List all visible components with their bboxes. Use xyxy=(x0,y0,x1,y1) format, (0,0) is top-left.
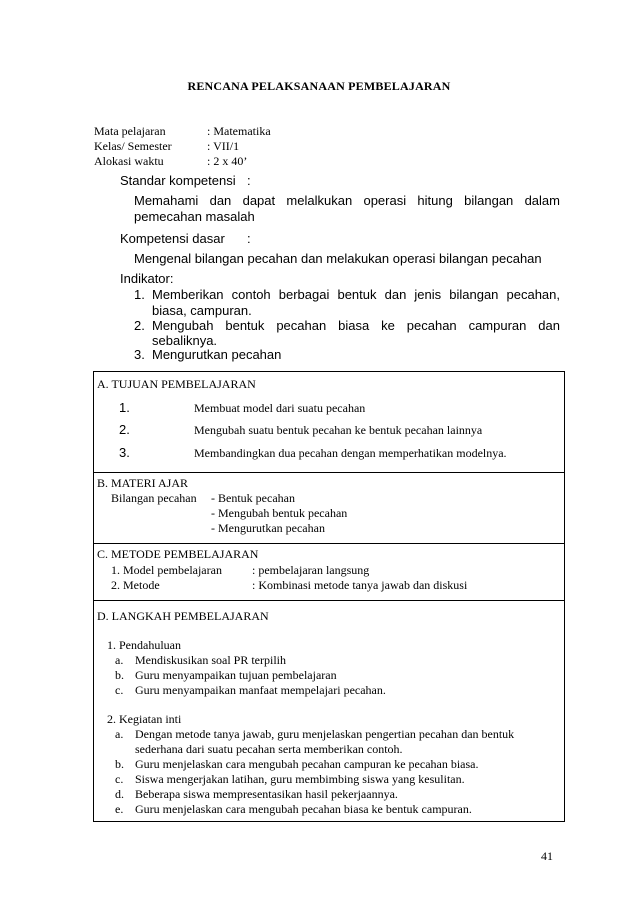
indikator-label: Indikator: xyxy=(120,271,174,286)
indikator-num: 3. xyxy=(134,347,145,362)
indikator-item: Mengurutkan pecahan xyxy=(152,347,282,362)
langkah-letter: a. xyxy=(115,653,124,667)
standar-label: Standar kompetensi xyxy=(120,173,236,188)
metode-label: 1. Model pembelajaran xyxy=(111,563,222,577)
langkah-letter: b. xyxy=(115,757,124,771)
indikator-num: 1. xyxy=(134,287,145,302)
section-materi xyxy=(93,472,565,544)
tujuan-item: Mengubah suatu bentuk pecahan ke bentuk pecahan lainnya xyxy=(194,423,483,437)
standar-text: pemecahan masalah xyxy=(134,209,255,224)
langkah-item: Dengan metode tanya jawab, guru menjelaskan pengertian pecahan dan bentuk xyxy=(135,727,515,741)
indikator-item: biasa, campuran. xyxy=(152,303,252,318)
meta-label: Mata pelajaran xyxy=(94,124,166,138)
langkah-item: Siswa mengerjakan latihan, guru membimbing siswa yang kesulitan. xyxy=(135,772,465,786)
langkah-letter: c. xyxy=(115,683,124,697)
langkah-item: Guru menjelaskan cara mengubah pecahan biasa ke bentuk campuran. xyxy=(135,802,472,816)
langkah-item: Guru menjelaskan cara mengubah pecahan campuran ke pecahan biasa. xyxy=(135,757,479,771)
langkah-subtitle: 2. Kegiatan inti xyxy=(107,712,182,726)
section-metode xyxy=(93,543,565,601)
tujuan-num: 2. xyxy=(119,422,130,437)
meta-value: : 2 x 40’ xyxy=(207,154,248,168)
tujuan-num: 1. xyxy=(119,400,130,415)
metode-value: : pembelajaran langsung xyxy=(252,563,370,577)
langkah-letter: c. xyxy=(115,772,124,786)
meta-label: Kelas/ Semester xyxy=(94,139,172,153)
materi-item: - Bentuk pecahan xyxy=(211,491,295,505)
section-heading: D. LANGKAH PEMBELAJARAN xyxy=(97,609,269,623)
langkah-item: sederhana dari suatu pecahan serta memberikan contoh. xyxy=(135,742,403,756)
indikator-item: Mengubah bentuk pecahan biasa ke pecahan campuran dan xyxy=(152,318,560,333)
langkah-item: Beberapa siswa mempresentasikan hasil pekerjaannya. xyxy=(135,787,398,801)
langkah-item: Guru menyampaikan manfaat mempelajari pecahan. xyxy=(135,683,386,697)
kompetensi-text: Mengenal bilangan pecahan dan melakukan operasi bilangan pecahan xyxy=(134,251,542,266)
materi-item: - Mengubah bentuk pecahan xyxy=(211,506,348,520)
tujuan-num: 3. xyxy=(119,445,130,460)
meta-label: Alokasi waktu xyxy=(94,154,164,168)
langkah-item: Guru menyampaikan tujuan pembelajaran xyxy=(135,668,337,682)
materi-item: - Mengurutkan pecahan xyxy=(211,521,325,535)
tujuan-item: Membuat model dari suatu pecahan xyxy=(194,401,366,415)
section-tujuan xyxy=(93,371,565,473)
kompetensi-colon: : xyxy=(247,231,251,246)
langkah-letter: e. xyxy=(115,802,124,816)
langkah-letter: d. xyxy=(115,787,124,801)
section-heading: B. MATERI AJAR xyxy=(97,476,189,490)
kompetensi-label: Kompetensi dasar xyxy=(120,231,225,246)
indikator-item: Memberikan contoh berbagai bentuk dan jenis bilangan pecahan, xyxy=(152,287,560,302)
document-title: RENCANA PELAKSANAAN PEMBELAJARAN xyxy=(187,79,451,93)
indikator-num: 2. xyxy=(134,318,145,333)
langkah-subtitle: 1. Pendahuluan xyxy=(107,638,181,652)
standar-text: Memahami dan dapat melalkukan operasi hitung bilangan dalam xyxy=(134,193,560,208)
meta-value: : VII/1 xyxy=(207,139,240,153)
standar-colon: : xyxy=(247,173,251,188)
langkah-item: Mendiskusikan soal PR terpilih xyxy=(135,653,286,667)
section-heading: A. TUJUAN PEMBELAJARAN xyxy=(97,377,256,391)
tujuan-item: Membandingkan dua pecahan dengan memperhatikan modelnya. xyxy=(194,446,507,460)
page-number: 41 xyxy=(541,849,553,863)
meta-value: : Matematika xyxy=(207,124,271,138)
langkah-letter: a. xyxy=(115,727,124,741)
langkah-letter: b. xyxy=(115,668,124,682)
metode-label: 2. Metode xyxy=(111,578,160,592)
section-heading: C. METODE PEMBELAJARAN xyxy=(97,547,259,561)
metode-value: : Kombinasi metode tanya jawab dan diskusi xyxy=(252,578,468,592)
section-langkah xyxy=(93,600,565,822)
materi-label: Bilangan pecahan xyxy=(111,491,197,505)
indikator-item: sebaliknya. xyxy=(152,333,218,348)
